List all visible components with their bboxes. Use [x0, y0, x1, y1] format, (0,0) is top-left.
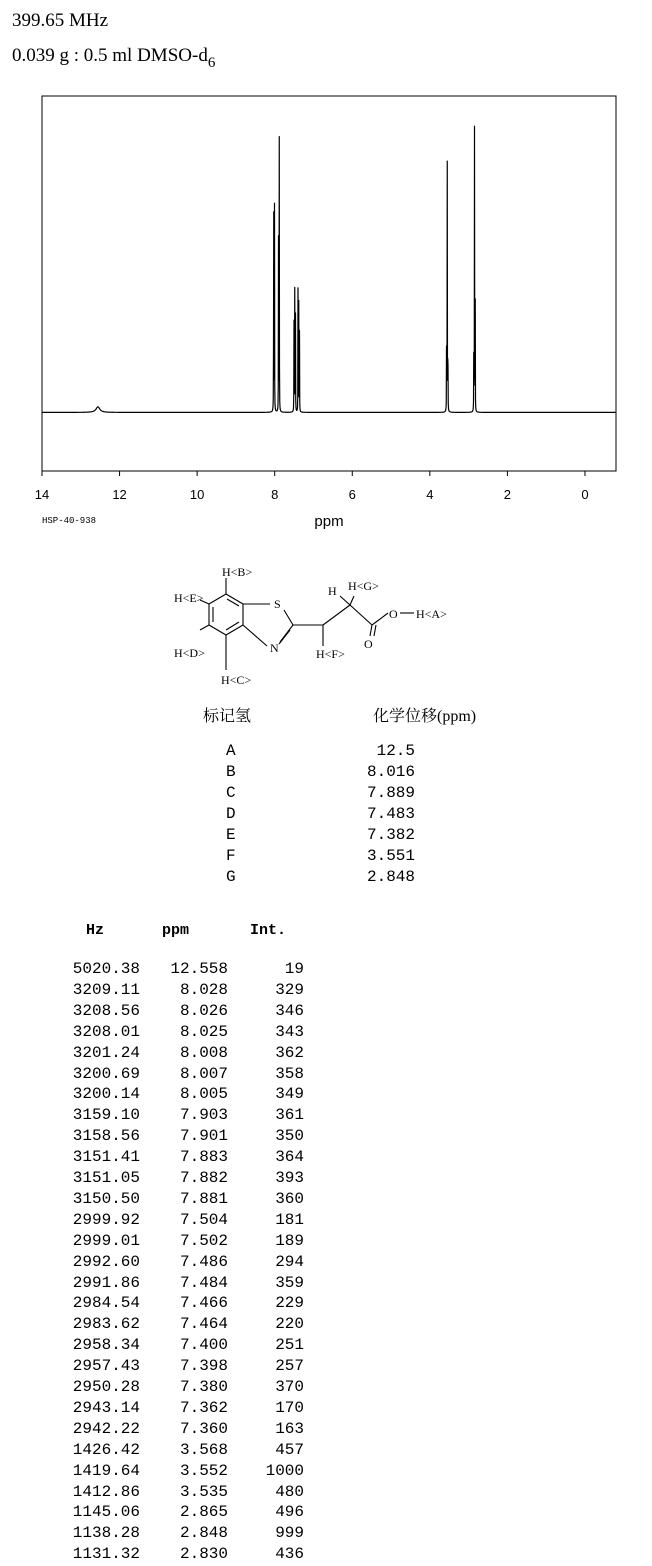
ppm-column-header: ppm	[162, 922, 190, 939]
peak-hz: 1426.42	[72, 1440, 140, 1459]
x-tick-label: 14	[34, 487, 50, 502]
peak-hz: 1412.86	[72, 1482, 140, 1501]
peak-intensity: 999	[275, 1524, 304, 1543]
shift-column-header: 化学位移(ppm)	[373, 708, 477, 725]
atom-label-he: H<E>	[174, 591, 204, 605]
int-column-header: Int.	[250, 922, 287, 939]
peak-intensity: 496	[275, 1503, 304, 1522]
peak-intensity: 436	[275, 1545, 304, 1564]
peak-hz: 3159.10	[72, 1106, 140, 1125]
peak-ppm: 7.360	[179, 1419, 228, 1438]
spectrometer-frequency: 399.65 MHz	[12, 10, 109, 31]
peak-hz: 2992.60	[72, 1252, 140, 1271]
peak-intensity: 257	[275, 1357, 304, 1376]
peak-intensity: 220	[275, 1315, 304, 1334]
peak-intensity: 1000	[265, 1461, 304, 1480]
peak-intensity: 170	[275, 1398, 304, 1417]
hz-column-header: Hz	[86, 922, 105, 939]
peak-hz: 2943.14	[72, 1398, 140, 1417]
peak-ppm: 7.504	[179, 1210, 228, 1229]
peak-hz: 3150.50	[72, 1189, 140, 1208]
peak-hz: 3208.56	[72, 1001, 140, 1020]
peak-hz: 2999.92	[72, 1210, 140, 1229]
peak-ppm: 7.466	[179, 1294, 228, 1313]
peak-ppm: 3.552	[179, 1461, 228, 1480]
sample-text: 0.039 g : 0.5 ml DMSO-d	[12, 45, 208, 66]
peak-intensity: 480	[275, 1482, 304, 1501]
peak-hz: 2942.22	[72, 1419, 140, 1438]
peak-hz: 2958.34	[72, 1336, 140, 1355]
peak-hz: 2983.62	[72, 1315, 140, 1334]
peak-intensity: 370	[275, 1378, 304, 1396]
peak-ppm: 12.558	[170, 960, 228, 978]
spectrum-trace	[42, 126, 616, 412]
peak-ppm: 7.362	[179, 1398, 228, 1417]
atom-label-sulfur: S	[274, 597, 281, 611]
peak-intensity: 364	[275, 1148, 304, 1167]
peak-intensity: 360	[275, 1189, 304, 1208]
peak-intensity: 457	[275, 1440, 304, 1459]
x-tick-label: 0	[581, 487, 589, 502]
peak-hz: 5020.38	[72, 960, 140, 978]
peak-hz: 3209.11	[72, 980, 140, 999]
peak-ppm: 3.535	[179, 1482, 228, 1501]
peak-hz: 2999.01	[72, 1231, 140, 1250]
peak-intensity: 19	[284, 960, 304, 978]
peak-ppm: 7.502	[179, 1231, 228, 1250]
shift-row-value: 3.551	[366, 847, 415, 865]
shift-row-value: 2.848	[366, 868, 415, 886]
peak-ppm: 3.568	[179, 1440, 228, 1459]
peak-intensity: 362	[275, 1043, 304, 1062]
peak-intensity: 251	[275, 1336, 304, 1355]
atom-label-hg: H<G>	[348, 579, 379, 593]
peak-intensity: 189	[275, 1231, 304, 1250]
peak-ppm: 7.484	[179, 1273, 228, 1292]
peak-ppm: 7.882	[179, 1169, 228, 1187]
peak-intensity: 349	[275, 1085, 304, 1104]
peak-hz: 3151.05	[72, 1169, 140, 1187]
peak-ppm: 2.830	[179, 1545, 228, 1564]
molecule-structure	[160, 560, 460, 695]
nmr-spectrum-chart	[0, 0, 652, 540]
peak-intensity: 343	[275, 1022, 304, 1041]
shift-row-label: D	[226, 805, 236, 823]
spectrum-code: HSP-40-938	[42, 516, 97, 526]
peak-ppm: 7.901	[179, 1127, 228, 1146]
shift-row-label: C	[226, 784, 236, 802]
peak-intensity: 361	[275, 1106, 304, 1125]
peak-hz: 1419.64	[72, 1461, 140, 1480]
peak-intensity: 350	[275, 1127, 304, 1146]
x-tick-label: 2	[503, 487, 512, 502]
peak-intensity: 181	[275, 1210, 304, 1229]
plot-frame	[42, 96, 616, 471]
peak-ppm: 8.008	[179, 1043, 228, 1062]
peak-ppm: 8.007	[179, 1064, 228, 1083]
peak-ppm: 2.865	[179, 1503, 228, 1522]
atom-label-ha: H<A>	[416, 607, 447, 621]
shift-row-label: B	[226, 763, 236, 781]
peak-hz: 1145.06	[72, 1503, 140, 1522]
atom-label-hc: H<C>	[221, 673, 252, 687]
peak-intensity: 359	[275, 1273, 304, 1292]
peak-hz: 2957.43	[72, 1357, 140, 1376]
peak-ppm: 8.026	[179, 1001, 228, 1020]
atom-label-h: H	[328, 584, 337, 598]
peak-ppm: 7.881	[179, 1189, 228, 1208]
shift-row-value: 7.889	[366, 784, 415, 802]
peak-ppm: 2.848	[179, 1524, 228, 1543]
x-tick-label: 12	[112, 487, 127, 502]
shift-row-label: A	[226, 742, 236, 760]
peak-hz: 2950.28	[72, 1378, 140, 1396]
x-tick-label: 4	[426, 487, 434, 502]
peak-ppm: 8.005	[179, 1085, 228, 1104]
peak-hz: 3200.69	[72, 1064, 140, 1083]
label-column-header: 标记氢	[203, 708, 252, 725]
peak-intensity: 229	[275, 1294, 304, 1313]
atom-label-oxygen-hydroxyl: O	[389, 607, 398, 621]
peak-ppm: 7.486	[179, 1252, 228, 1271]
peak-intensity: 358	[275, 1064, 304, 1083]
peak-intensity: 294	[275, 1252, 304, 1271]
peak-hz: 3200.14	[72, 1085, 140, 1104]
atom-label-hb: H<B>	[222, 565, 253, 579]
x-tick-label: 8	[271, 487, 279, 502]
shift-row-value: 7.483	[366, 805, 415, 823]
peak-hz: 1131.32	[72, 1545, 140, 1564]
atom-label-nitrogen: N	[270, 641, 279, 655]
atom-label-oxygen-carbonyl: O	[364, 637, 373, 651]
peak-ppm: 8.025	[179, 1022, 228, 1041]
shift-row-value: 8.016	[366, 763, 415, 781]
peak-ppm: 7.380	[179, 1378, 228, 1396]
atom-label-hd: H<D>	[174, 646, 205, 660]
peak-intensity: 346	[275, 1001, 304, 1020]
peak-ppm: 7.883	[179, 1148, 228, 1167]
atom-label-hf: H<F>	[316, 647, 345, 661]
x-axis-label: ppm	[314, 513, 344, 530]
peak-hz: 3151.41	[72, 1148, 140, 1167]
shift-row-label: E	[226, 826, 236, 844]
peak-hz: 3201.24	[72, 1043, 140, 1062]
peak-intensity: 393	[275, 1169, 304, 1187]
shift-row-label: F	[226, 847, 236, 865]
peak-ppm: 8.028	[179, 980, 228, 999]
peak-hz: 3208.01	[72, 1022, 140, 1041]
x-tick-label: 6	[348, 487, 356, 502]
peak-hz: 2991.86	[72, 1273, 140, 1292]
peak-ppm: 7.903	[179, 1106, 228, 1125]
x-tick-label: 10	[189, 487, 205, 502]
shift-row-value: 7.382	[366, 826, 415, 844]
peak-hz: 1138.28	[72, 1524, 140, 1543]
peak-hz: 3158.56	[72, 1127, 140, 1146]
peak-intensity: 329	[275, 980, 304, 999]
sample-subscript: 6	[207, 55, 216, 71]
shift-row-value: 12.5	[376, 742, 415, 760]
peak-hz: 2984.54	[72, 1294, 140, 1313]
peak-ppm: 7.464	[179, 1315, 228, 1334]
bond-lines	[200, 578, 414, 670]
peak-ppm: 7.400	[179, 1336, 228, 1355]
shift-row-label: G	[226, 868, 236, 886]
peak-ppm: 7.398	[179, 1357, 228, 1376]
x-axis-ticks	[35, 471, 589, 502]
peak-intensity: 163	[275, 1419, 304, 1438]
